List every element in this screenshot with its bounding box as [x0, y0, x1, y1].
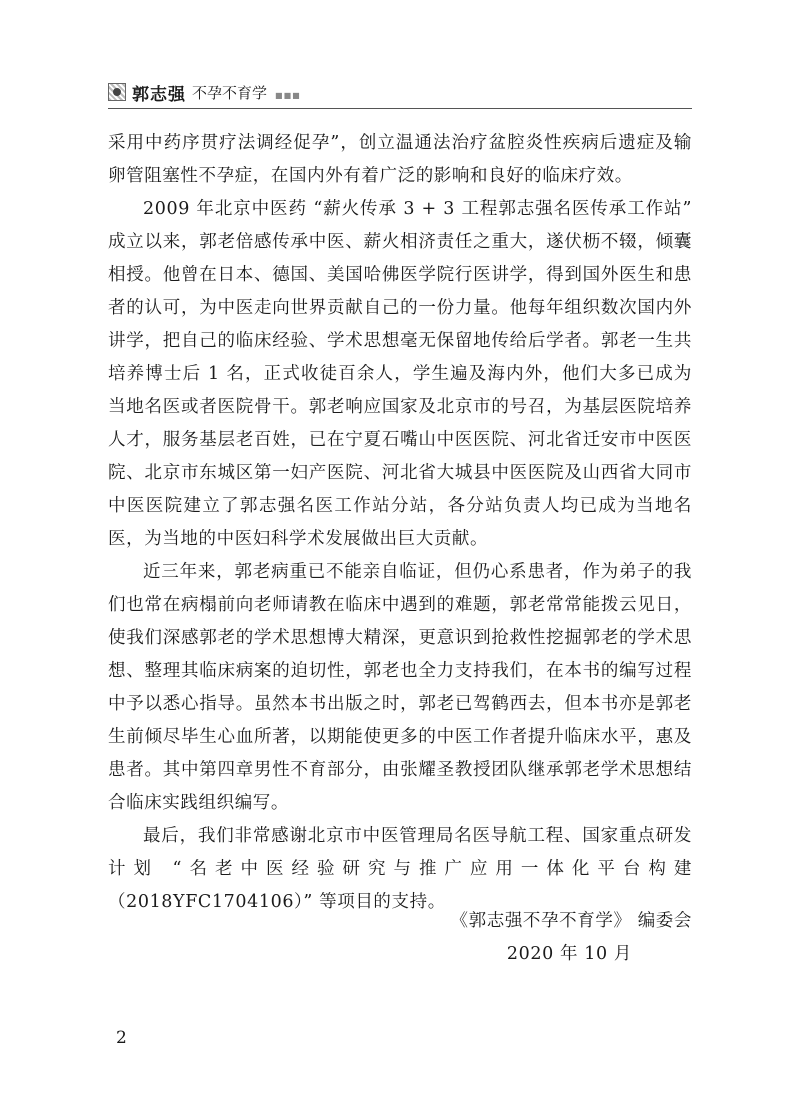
- body-text: [108, 127, 692, 919]
- header-author: 郭志强: [132, 84, 186, 105]
- paragraph-recent-years: 近三年来，郭老病重已不能亲自临证，但仍心系患者，作为弟子的我们也常在病榻前向老师请教在临床中遇到的难题，郭老常常能拨云见日，使我们深感郭老的学术思想博大精深，更意识到抢救性挖掘郭老的学术思想、整理其临床病案的迫切性，郭老也全力支持我们，在本书的编写过程中予以悉心指导。虽然本书出版之时，郭老已驾鹤西去，但本书亦是郭老生前倾尽毕生心血所著，以期能使更多的中医工作者提升临床水平，惠及患者。其中第四章男性不育部分，由张耀圣教授团队继承郭老学术思想结合临床实践组织编写。: [108, 562, 692, 813]
- running-header: [108, 80, 301, 104]
- page-number: 2: [116, 1028, 127, 1048]
- seal-center-dot: [113, 88, 121, 96]
- header-decorative-dots: ■■■: [275, 90, 301, 100]
- signature-date: 2020 年 10 月: [506, 944, 632, 964]
- decorative-seal-icon: [108, 83, 126, 101]
- paragraph-acknowledgements: 最后，我们非常感谢北京市中医管理局名医导航工程、国家重点研发计划 “名老中医经验研究与推广应用一体化平台构建（2018YFC1704106）” 等项目的支持。: [108, 826, 692, 912]
- paragraph-continued: 采用中药序贯疗法调经促孕”，创立温通法治疗盆腔炎性疾病后遗症及输卵管阻塞性不孕症，在国内外有着广泛的影响和良好的临床疗效。: [108, 133, 692, 186]
- editorial-committee-signature: 《郭志强不孕不育学》 编委会: [450, 911, 692, 931]
- header-book-title: 不孕不育学: [192, 83, 268, 102]
- header-divider: [108, 108, 692, 109]
- paragraph-inheritance-workstation: 2009 年北京中医药 “薪火传承 3 + 3 工程郭志强名医传承工作站” 成立以来，郭老倍感传承中医、薪火相济责任之重大，遂伏枥不辍，倾囊相授。他曾在日本、德国、美国哈佛医学院行医讲学，得到国外医生和患者的认可，为中医走向世界贡献自己的一份力量。他每年组织数次国内外讲学，把自己的临床经验、学术思想毫无保留地传给后学者。郭老一生共培养博士后 1 名，正式收徒百余人，学生遍及海内外，他们大多已成为当地名医或者医院骨干。郭老响应国家及北京市的号召，为基层医院培养人才，服务基层老百姓，已在宁夏石嘴山中医医院、河北省迁安市中医医院、北京市东城区第一妇产医院、河北省大城县中医医院及山西省大同市中医医院建立了郭志强名医工作站分站，各分站负责人均已成为当地名医，为当地的中医妇科学术发展做出巨大贡献。: [108, 199, 692, 549]
